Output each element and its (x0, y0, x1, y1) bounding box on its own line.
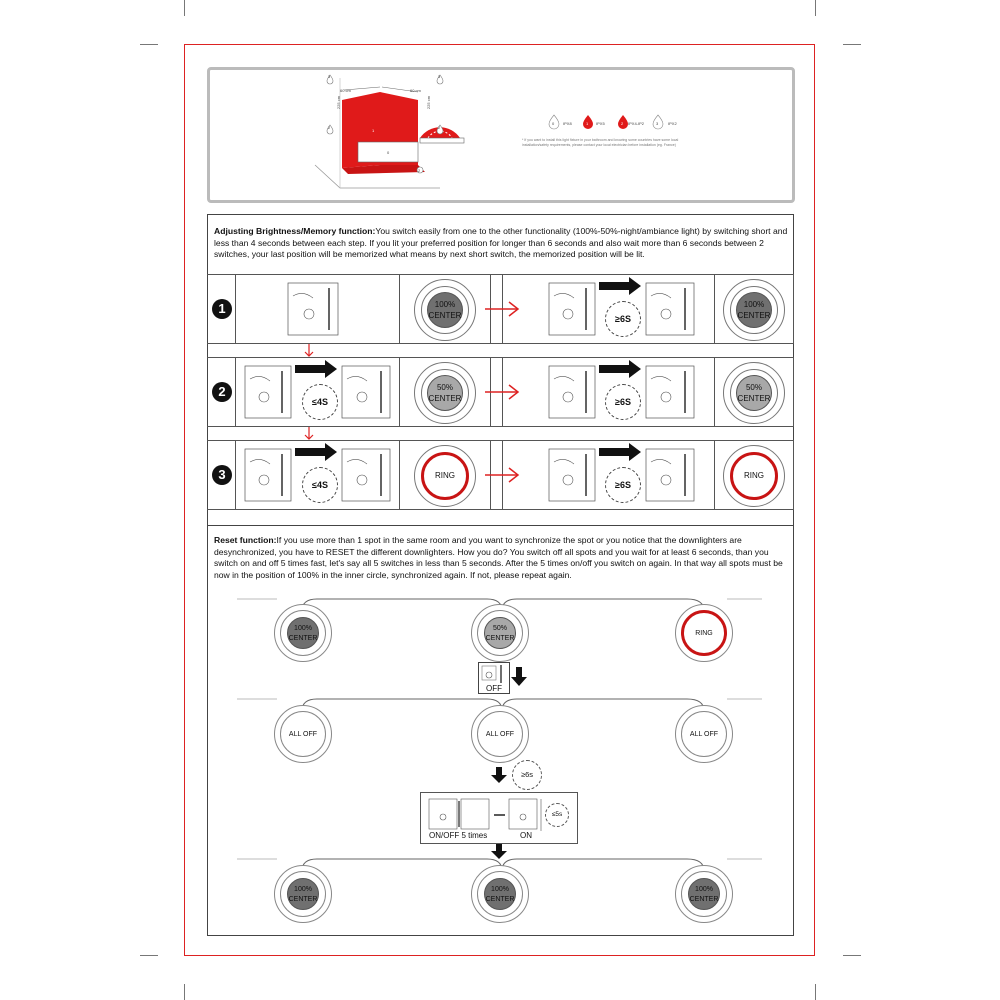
off-switch-icon (478, 662, 510, 694)
lamp-icon (414, 362, 476, 424)
lamp-label: 100% (743, 300, 765, 309)
lamp-label: 50% (436, 383, 453, 392)
red-arrow-icon (483, 465, 523, 485)
hand-switch-icon (645, 282, 695, 338)
spot-lamp-label: ALL OFF (689, 731, 719, 738)
installation-note: * If you want to install this light fixture in your bathroom and knowing some countries have some local installation/safety requirements, please contact your local electrician before installation (eg. France) (522, 138, 679, 147)
spot-lamp-icon (274, 705, 332, 763)
bathroom-zones-illustration (300, 70, 470, 200)
crop-mark (843, 44, 861, 45)
timer-icon: ≤4S (302, 467, 338, 503)
black-arrow-icon (599, 277, 641, 295)
spot-lamp-label: CENTER (288, 635, 318, 642)
lamp-label: CENTER (737, 394, 771, 403)
spot-lamp-label: CENTER (689, 896, 719, 903)
zone-label: 3 (328, 74, 331, 79)
section-divider (207, 525, 794, 526)
hand-switch-icon (341, 365, 391, 421)
zone-label: 2 (438, 125, 441, 130)
lamp-icon (723, 279, 785, 341)
spot-lamp-icon (675, 604, 733, 662)
timer-icon: ≥6S (605, 467, 641, 503)
legend-ip: IPX4-IP2 (628, 121, 645, 126)
hand-switch-icon (244, 365, 292, 421)
black-arrow-icon (295, 360, 337, 378)
onoff-sequence-box (420, 792, 578, 844)
brightness-title: Adjusting Brightness/Memory function: (214, 226, 376, 236)
hand-switch-icon (341, 448, 391, 504)
hand-switch-icon (548, 282, 596, 338)
installation-zones-panel (207, 67, 795, 203)
reset-text: If you use more than 1 spot in the same room and you want to synchronize the spot or you notice that the downlighters are desynchronized, you have to RESET the different downlighters. How you do? You switch off all spots and you wait for at least 6 seconds, than you switch on and off 5 times fast, let's say all 5 switches in less than 5 seconds. After the 5 times on/off you switch on again. In that way all spots must be now in the position of 100% in the inner circle, synchronized again. If not, please repeat again. (214, 535, 783, 580)
spot-lamp-label: CENTER (288, 896, 318, 903)
lamp-label: CENTER (428, 394, 462, 403)
onoff-label: ON/OFF 5 times (429, 831, 488, 840)
black-arrow-icon (599, 443, 641, 461)
lamp-label: RING (435, 471, 455, 480)
spot-lamp-icon (675, 705, 733, 763)
legend-zone: 0 (552, 121, 555, 126)
spot-lamp-label: 100% (695, 886, 713, 893)
step-number-badge: 1 (212, 299, 232, 319)
legend-ip: IPX2 (668, 121, 677, 126)
spot-lamp-icon (471, 604, 529, 662)
crop-mark (815, 984, 816, 1000)
red-arrow-icon (483, 299, 523, 319)
zone-label: 0 (387, 150, 390, 155)
spot-lamp-label: RING (695, 630, 713, 637)
hand-switch-icon (287, 282, 339, 338)
lamp-icon (723, 362, 785, 424)
spot-lamp-label: CENTER (485, 635, 515, 642)
spot-lamp-icon (274, 604, 332, 662)
dimension-label: 60 cm (340, 88, 351, 93)
red-down-arrow-icon (303, 344, 315, 358)
dimension-label: 225 cm (426, 95, 432, 110)
dimension-label: 225 cm (336, 95, 342, 110)
hand-switch-icon (645, 365, 695, 421)
step-row-3 (207, 440, 794, 510)
legend-zone: 1 (586, 121, 589, 126)
spot-lamp-label: CENTER (485, 896, 515, 903)
lamp-label: CENTER (428, 311, 462, 320)
step-row-2 (207, 357, 794, 427)
reset-title: Reset function: (214, 535, 277, 545)
crop-mark (184, 984, 185, 1000)
crop-mark (843, 955, 861, 956)
spot-lamp-label: 100% (294, 886, 312, 893)
lamp-label: 100% (434, 300, 456, 309)
timer-icon: ≥6S (605, 301, 641, 337)
spot-lamp-label: 50% (492, 625, 507, 632)
hand-switch-icon (244, 448, 292, 504)
spot-lamp-label: ALL OFF (485, 731, 515, 738)
crop-mark (815, 0, 816, 16)
brightness-paragraph (214, 226, 789, 261)
hand-switch-icon (645, 448, 695, 504)
spot-lamp-label: 100% (294, 625, 312, 632)
reset-paragraph (214, 535, 789, 581)
red-down-arrow-icon (303, 427, 315, 441)
spot-lamp-icon (274, 865, 332, 923)
lamp-icon (414, 279, 476, 341)
spot-lamp-icon (471, 705, 529, 763)
spot-lamp-label: ALL OFF (288, 731, 318, 738)
lamp-label: CENTER (737, 311, 771, 320)
spot-lamp-icon (675, 865, 733, 923)
lamp-label: RING (744, 471, 764, 480)
timer-icon: ≥6S (605, 384, 641, 420)
crop-mark (184, 0, 185, 16)
legend-ip: IPX5 (596, 121, 605, 126)
lamp-icon (414, 445, 476, 507)
timer-icon: ≤4S (302, 384, 338, 420)
off-label: OFF (486, 684, 502, 693)
black-arrow-icon (295, 443, 337, 461)
zone-label: 1 (372, 128, 375, 133)
hand-switch-icon (548, 448, 596, 504)
on-label: ON (520, 831, 532, 840)
zone-label: 2 (418, 168, 421, 173)
black-arrow-icon (599, 360, 641, 378)
crop-mark (140, 44, 158, 45)
wait-timer-icon: ≥6s (512, 760, 542, 790)
fast-timer-icon: ≤5s (545, 803, 569, 827)
legend-zone: 2 (621, 121, 624, 126)
spot-lamp-icon (471, 865, 529, 923)
red-arrow-icon (483, 382, 523, 402)
brightness-text: You switch easily from one to the other functionality (100%-50%-night/ambiance light) by switching short and less than 4 seconds between each step. If you lit your preferred position for longer than 6 seconds and also wait more than 6 seconds between 2 switches, your last position will be memorized what means by next short switch, the memorized position will be lit. (214, 226, 788, 259)
hand-switch-icon (548, 365, 596, 421)
zone-label: 3 (438, 74, 441, 79)
step-number-badge: 3 (212, 465, 232, 485)
legend-ip: IPX8 (563, 121, 572, 126)
spot-lamp-label: 100% (491, 886, 509, 893)
legend-zone: 3 (656, 121, 659, 126)
step-row-1 (207, 274, 794, 344)
zone-label: 2 (328, 125, 331, 130)
crop-mark (140, 955, 158, 956)
lamp-icon (723, 445, 785, 507)
step-number-badge: 2 (212, 382, 232, 402)
dimension-label: 60 cm (410, 88, 421, 93)
lamp-label: 50% (745, 383, 762, 392)
